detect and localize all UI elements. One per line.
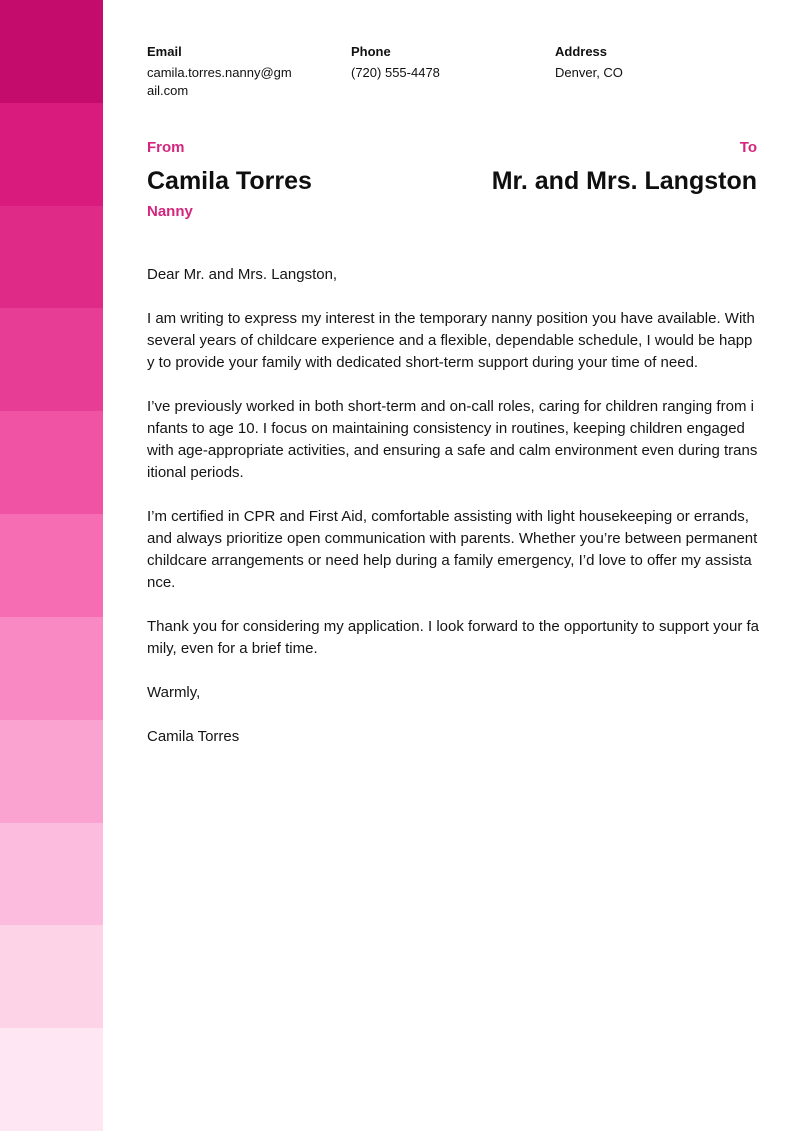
stripe-band (0, 1028, 103, 1131)
sender-role: Nanny (147, 203, 193, 220)
stripe-band (0, 925, 103, 1028)
phone-label: Phone (351, 44, 391, 59)
salutation: Dear Mr. and Mrs. Langston, (147, 266, 338, 283)
stripe-band (0, 720, 103, 823)
email-label: Email (147, 44, 182, 59)
closing: Warmly, (147, 684, 201, 701)
contact-email (147, 44, 351, 100)
letter-paragraph: I’m certified in CPR and First Aid, comfortable assisting with light housekeeping or errands, and always prioritize open communication with parents. Whether you’re between permanent childcare arrangements or need help during a family emergency, I’d love to offer my assistance. (147, 508, 758, 591)
letter-paragraph: Thank you for considering my application. I look forward to the opportunity to support your family, even for a brief time. (147, 618, 759, 657)
stripe-band (0, 617, 103, 720)
letter-body (147, 264, 759, 770)
stripe-band (0, 411, 103, 514)
from-label: From (147, 139, 185, 156)
email-value[interactable]: camila.torres.nanny@gmail.com (147, 65, 292, 98)
address-value: Denver, CO (555, 65, 623, 80)
signature: Camila Torres (147, 728, 240, 745)
stripe-band (0, 823, 103, 926)
stripe-band (0, 0, 103, 103)
contact-info (147, 44, 759, 100)
letter-paragraph: I am writing to express my interest in the temporary nanny position you have available. With several years of childcare experience and a flexible, dependable schedule, I would be happy to provide your family with dedicated short-term support during your time of need. (147, 310, 755, 371)
phone-value[interactable]: (720) 555-4478 (351, 65, 440, 80)
letter-paragraph: I’ve previously worked in both short-term and on-call roles, caring for children ranging from infants to age 10. I focus on maintaining consistency in routines, keeping children engaged with age-appropriate activities, and ensuring a safe and calm environment even during transitional periods. (147, 398, 758, 481)
stripe-band (0, 308, 103, 411)
sender-name: Camila Torres (147, 167, 312, 195)
stripe-band (0, 206, 103, 309)
address-label: Address (555, 44, 608, 59)
contact-phone (351, 44, 555, 100)
recipient-name: Mr. and Mrs. Langston (491, 167, 757, 195)
decorative-color-stripe (0, 0, 103, 1131)
stripe-band (0, 103, 103, 206)
stripe-band (0, 514, 103, 617)
to-label: To (739, 139, 757, 156)
contact-address (555, 44, 759, 100)
